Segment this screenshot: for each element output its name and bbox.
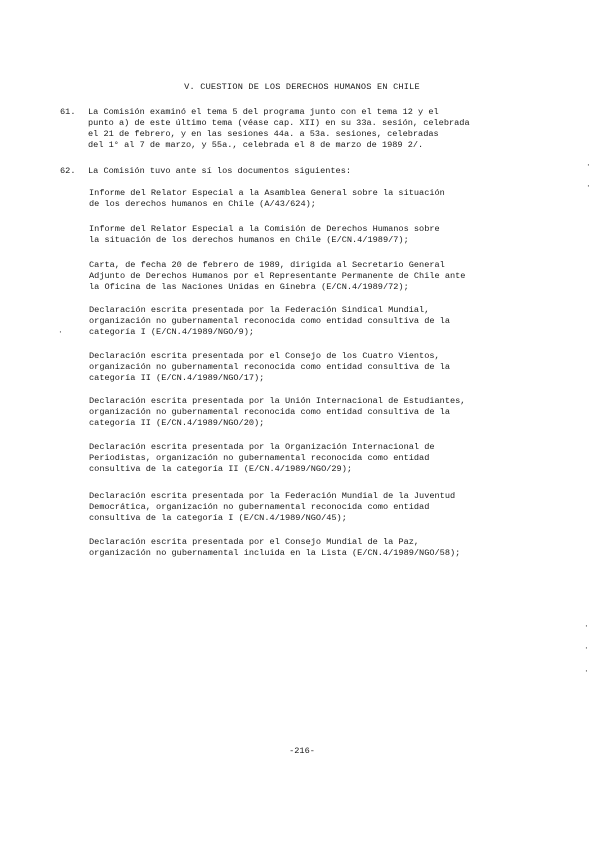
paragraph-62 xyxy=(60,166,500,177)
paragraph-number: 62. xyxy=(60,166,76,176)
scan-speck: · xyxy=(586,161,591,170)
document-item: Declaración escrita presentada por la Organización Internacional de Periodistas, organización no gubernamental reconocida como entidad consultiva de la categoría II (E/CN.4/1989/NGO/29); xyxy=(89,442,435,474)
scan-speck: · xyxy=(584,622,589,631)
document-item: Declaración escrita presentada por la Federación Mundial de la Juventud Democrática, organización no gubernamental reconocida como entidad consultiva de la categoría I (E/CN.4/1989/NGO/45); xyxy=(89,491,456,523)
document-item: Declaración escrita presentada por la Federación Sindical Mundial, organización no gubernamental reconocida como entidad consultiva de la categoría I (E/CN.4/1989/NGO/9); xyxy=(89,305,450,337)
paragraph-61 xyxy=(60,107,500,151)
scan-speck: · xyxy=(58,328,63,337)
document-item: Informe del Relator Especial a la Asamblea General sobre la situación de los derechos humanos en Chile (A/43/624); xyxy=(89,188,445,209)
page-number: -216- xyxy=(289,746,315,756)
document-item: Declaración escrita presentada por el Consejo Mundial de la Paz, organización no gubernamental incluida en la Lista (E/CN.4/1989/NGO/58); xyxy=(89,537,461,558)
paragraph-text: La Comisión tuvo ante sí los documentos siguientes: xyxy=(88,166,352,176)
document-item: Informe del Relator Especial a la Comisión de Derechos Humanos sobre la situación de los derechos humanos en Chile (E/CN.4/1989/7); xyxy=(89,224,440,245)
document-item: Declaración escrita presentada por el Consejo de los Cuatro Vientos, organización no gubernamental reconocida como entidad consultiva de la categoría II (E/CN.4/1989/NGO/17); xyxy=(89,351,450,383)
paragraph-number: 61. xyxy=(60,107,76,117)
scan-speck: · xyxy=(584,644,589,653)
paragraph-text: La Comisión examinó el tema 5 del programa junto con el tema 12 y el punto a) de este último tema (véase cap. XII) en su 33a. sesión, celebrada el 21 de febrero, y en las sesiones 44a. a 53a. sesiones, celebradas del 1° al 7 de marzo, y 55a., celebrada el 8 de marzo de 1989 2/. xyxy=(88,107,470,150)
document-item: Carta, de fecha 20 de febrero de 1989, dirigida al Secretario General Adjunto de Derechos Humanos por el Representante Permanente de Chile ante la Oficina de las Naciones Unidas en Ginebra (E/CN.4/1989/72); xyxy=(89,260,466,292)
section-heading: V. CUESTION DE LOS DERECHOS HUMANOS EN CHILE xyxy=(184,82,420,92)
scan-speck: · xyxy=(584,667,589,676)
document-item: Declaración escrita presentada por la Unión Internacional de Estudiantes, organización no gubernamental reconocida como entidad consultiva de la categoría II (E/CN.4/1989/NGO/20); xyxy=(89,396,466,428)
scan-speck: · xyxy=(586,182,591,191)
